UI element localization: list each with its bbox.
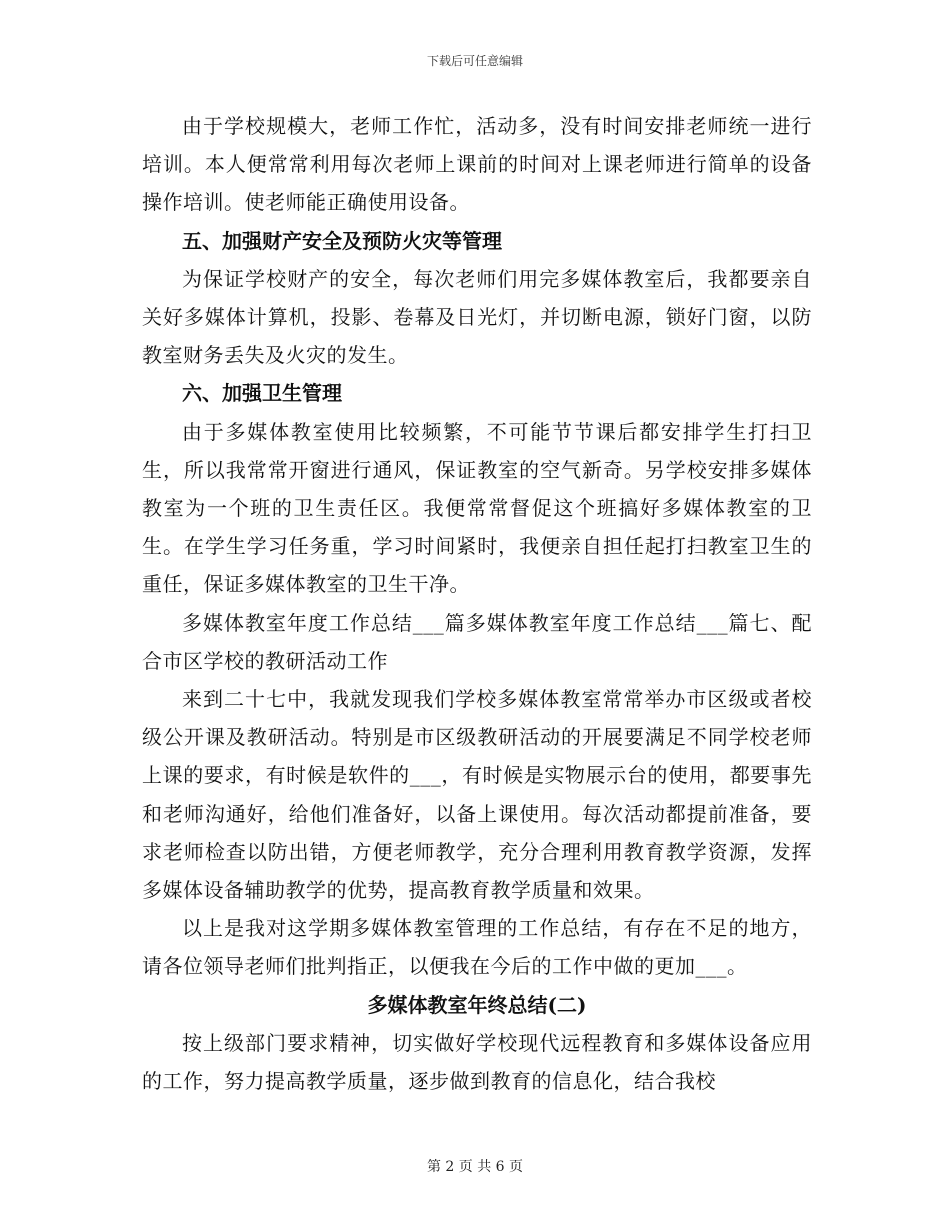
paragraph-conclusion: 以上是我对这学期多媒体教室管理的工作总结，有存在不足的地方，请各位领导老师们批判指正，以便我在今后的工作中做的更加___。 bbox=[142, 916, 812, 979]
paragraph-teaching-research: 来到二十七中，我就发现我们学校多媒体教室常常举办市区级或者校级公开课及教研活动。特别是市区级教研活动的开展要满足不同学校老师上课的要求，有时候是软件的___，有时候是实物展示台的使用，都要事先和老师沟通好，给他们准备好，以备上课使用。每次活动都提前准备，要求老师检查以防出错，方便老师教学，充分合理利用教育教学资源，发挥多媒体设备辅助教学的优势，提高教育教学质量和效果。 bbox=[142, 687, 812, 903]
heading-section-five: 五、加强财产安全及预防火灾等管理 bbox=[182, 228, 502, 253]
page-footer: 第 2 页 共 6 页 bbox=[426, 1159, 524, 1175]
paragraph-property-safety: 为保证学校财产的安全，每次老师们用完多媒体教室后，我都要亲自关好多媒体计算机，投影、卷幕及日光灯，并切断电源，锁好门窗，以防教室财务丢失及火灾的发生。 bbox=[142, 266, 812, 368]
paragraph-hygiene: 由于多媒体教室使用比较频繁，不可能节节课后都安排学生打扫卫生，所以我常常开窗进行通风，保证教室的空气新奇。另学校安排多媒体教室为一个班的卫生责任区。我便常常督促这个班搞好多媒体教室的卫生。在学生学习任务重，学习时间紧时，我便亲自担任起打扫教室卫生的重任，保证多媒体教室的卫生干净。 bbox=[142, 419, 812, 597]
heading-section-six: 六、加强卫生管理 bbox=[182, 381, 342, 406]
paragraph-training: 由于学校规模大，老师工作忙，活动多，没有时间安排老师统一进行培训。本人便常常利用每次老师上课前的时间对上课老师进行简单的设备操作培训。使老师能正确使用设备。 bbox=[142, 114, 812, 215]
page-header: 下载后可任意编辑 bbox=[426, 54, 523, 68]
paragraph-annual-summary-ref: 多媒体教室年度工作总结___篇多媒体教室年度工作总结___篇七、配合市区学校的教研活动工作 bbox=[142, 610, 812, 673]
paragraph-requirements: 按上级部门要求精神，切实做好学校现代远程教育和多媒体设备应用的工作，努力提高教学质量，逐步做到教育的信息化，结合我校 bbox=[142, 1030, 812, 1094]
section-title-summary-two: 多媒体教室年终总结(二) bbox=[367, 992, 587, 1017]
document-body bbox=[142, 107, 812, 1100]
